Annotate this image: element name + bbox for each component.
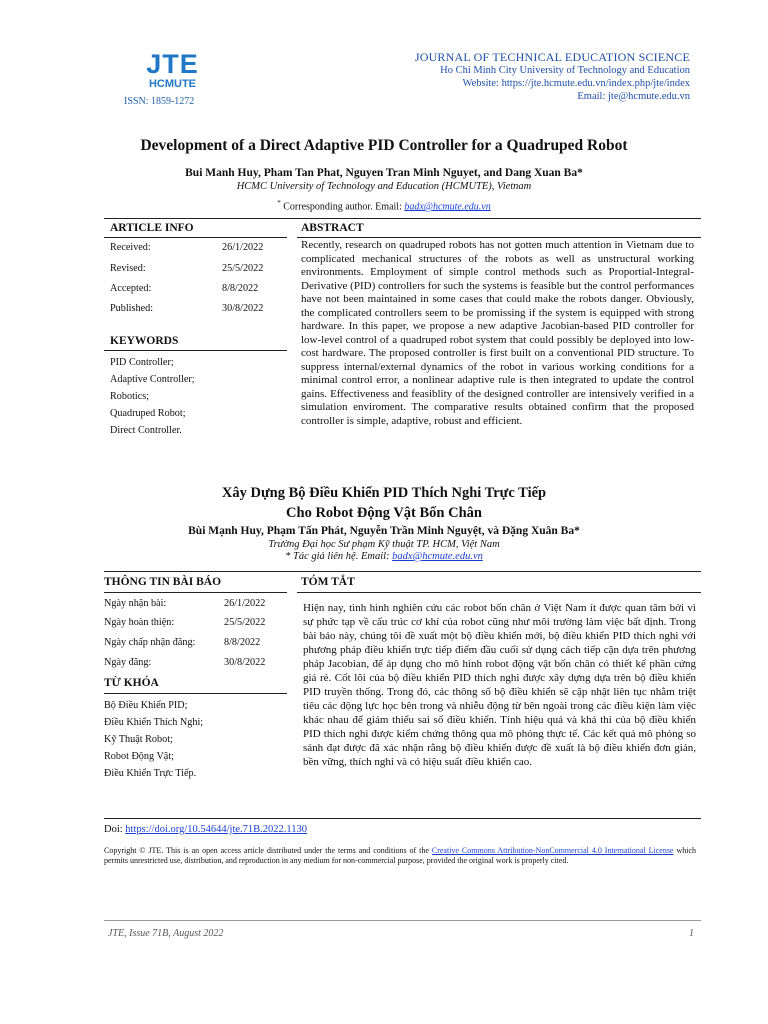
license-link[interactable]: Creative Commons Attribution-NonCommercial 4.0 International License [431,846,674,855]
keyword-list [110,354,195,439]
vi-info-label: Ngày hoàn thiện: [104,617,175,628]
vi-corresponding-author [0,551,768,562]
affiliation: HCMC University of Technology and Education (HCMUTE), Vietnam [236,181,532,192]
vi-article-info-heading: THÔNG TIN BÀI BÁO [104,576,222,588]
vi-affiliation: Trường Đại học Sư phạm Kỹ thuật TP. HCM, Việt Nam [268,539,500,550]
journal-header [415,51,690,103]
page-number: 1 [689,928,694,939]
info-value: 26/1/2022 [222,242,264,253]
keyword: Direct Controller. [110,425,182,436]
corr-email-link[interactable]: badx@hcmute.edu.vn [404,201,491,213]
divider [104,592,287,593]
corr-text: Corresponding author. Email: [280,201,405,213]
keyword: PID Controller; [110,357,174,368]
university-name: Ho Chi Minh City University of Technology and Education [440,65,690,76]
paper-title: Development of a Direct Adaptive PID Controller for a Quadruped Robot [140,137,628,154]
journal-title: JOURNAL OF TECHNICAL EDUCATION SCIENCE [414,50,690,64]
keyword: Kỹ Thuật Robot; [104,734,173,745]
journal-website[interactable]: Website: https://jte.hcmute.edu.vn/index.php/jte/index [462,78,690,89]
keyword: Bộ Điều Khiển PID; [104,700,188,711]
copyright-post: which permits unrestricted use, distribution, and reproduction in any medium for non-commercial purpose, provided the original work is properly cited. [104,846,696,865]
info-label: Published: [110,303,154,314]
keyword: Điều Khiển Thích Nghi; [104,717,204,728]
vi-abstract-heading: TÓM TẮT [301,576,355,588]
keyword: Quadruped Robot; [110,408,186,419]
corresponding-author [0,199,768,212]
vi-info-label: Ngày chấp nhận đăng: [104,637,196,648]
vi-info-value: 8/8/2022 [224,637,261,648]
vi-abstract-text: Hiện nay, tình hình nghiên cứu các robot bốn chân ở Việt Nam ít được quan tâm bởi vì sự phức tạp về cấu trúc cơ khí của robot cũng như môi trường làm việc bất định. Trong bài báo này, chúng tôi đề xuất một bộ điều khiển mới, bộ điều khiển PID thích nghi với phương pháp điều khiển trực tiếp điểm đầu cuối sử dụng cách tiếp cận dựa trên phương pháp Jacobian, để áp dụng cho mô hình robot động vật bốn chân có thiết kế phần cứng giá rẻ. Cốt lõi của bộ điều khiển PID thích nghi được xây dựng dựa trên bộ điều khiển PID truyền thống. Trong đó, các thông số bộ điều khiển sẽ cập nhật liên tục nhằm triệt tiêu các động lực học bên trong và nhiễu động từ bên ngoài trong các điều kiện làm việc khác nhau để giảm thiểu sai số điều khiển. Tính hiệu quả và khả thi của bộ điều khiển PID thích nghi được kiểm chứng thông qua mô phỏng thực tế. Các kết quả mô phỏng so sánh đạt được đã xác nhận rằng bộ điều khiển được đề xuất là bộ điều khiển đơn giản, bền vững, thích nghi và có hiệu suất điều khiển cao. [303,602,696,768]
vi-info-label: Ngày đăng: [104,657,152,668]
divider [104,693,287,694]
corr-mark: * [277,199,281,207]
doi [104,824,307,835]
logo-main-text: JTE [146,49,199,79]
journal-logo [125,50,220,90]
journal-email[interactable]: Email: jte@hcmute.edu.vn [577,91,690,102]
divider [104,920,701,921]
doi-label: Doi: [104,824,126,835]
vi-info-value: 30/8/2022 [224,657,266,668]
divider [104,237,287,238]
divider [104,350,287,351]
keyword: Điều Khiển Trực Tiếp. [104,768,197,779]
vi-info-value: 25/5/2022 [224,617,266,628]
keyword: Robotics; [110,391,150,402]
abstract-text: Recently, research on quadruped robots has not gotten much attention in Vietnam due to complicated mechanical structures of the robots as well as unstructural working environments. Employment of simple control methods such as Proportial-Integral-Derivative (PID) controllers for such the systems is feasible but the control performances have not been maintained in some cases that could make the robots danger. Obviously, the complicated controllers seem to be promissing if the system is equipped with strong hardware. In this paper, we propose a new adaptive Jacobian-based PID controller for low-level control of a quadruped robot system that could possibly be deployed into low-cost hardware. The proposed controller is first built on a conventional PID structure. To suppress internal/external dynamics of the robot in various working conditions for a minimal control error, a nonlinear adaptive rule is then integrated to update the control gains. Effectiveness and feasiblity of the designed controller are intensively verified in a simulation enviroment. The comparative results obtained confirm that the proposed controller is simple, adaptive, robust and efficient. [301,239,694,427]
keywords-heading: KEYWORDS [110,335,179,347]
author-list: Bui Manh Huy, Pham Tan Phat, Nguyen Tran Minh Nguyet, and Dang Xuan Ba* [185,167,583,179]
issn: ISSN: 1859-1272 [124,96,195,107]
vi-info-value: 26/1/2022 [224,598,266,609]
divider [104,818,701,819]
divider [297,592,701,593]
divider [104,218,701,219]
info-label: Accepted: [110,283,152,294]
info-label: Revised: [110,263,146,274]
keyword: Robot Động Vật; [104,751,174,762]
vi-paper-title-line1: Xây Dựng Bộ Điều Khiển PID Thích Nghi Trực Tiếp [221,485,547,501]
keyword: Adaptive Controller; [110,374,195,385]
article-info-heading: ARTICLE INFO [110,222,194,234]
vi-author-list: Bùi Mạnh Huy, Phạm Tấn Phát, Nguyễn Trần Minh Nguyệt, và Đặng Xuân Ba* [188,525,580,537]
info-value: 30/8/2022 [222,303,264,314]
doi-link[interactable]: https://doi.org/10.54644/jte.71B.2022.1130 [125,824,308,835]
vi-paper-title-line2: Cho Robot Động Vật Bốn Chân [286,505,482,521]
issue-info: JTE, Issue 71B, August 2022 [108,928,224,939]
vi-corr-email-link[interactable]: badx@hcmute.edu.vn [392,551,483,562]
divider [297,237,701,238]
vi-keyword-list [104,697,203,782]
vi-corr-text: * Tác giả liên hệ. Email: [285,551,393,562]
info-value: 25/5/2022 [222,263,264,274]
info-value: 8/8/2022 [222,283,259,294]
info-label: Received: [110,242,151,253]
vi-keywords-heading: TỪ KHÓA [104,677,159,689]
logo-sub-text: HCMUTE [148,78,197,90]
copyright-pre: Copyright © JTE. This is an open access article distributed under the terms and conditions of the [104,846,432,855]
vi-info-label: Ngày nhận bài: [104,598,167,609]
copyright-notice [104,846,696,866]
abstract-heading: ABSTRACT [301,222,364,234]
divider [104,571,701,572]
